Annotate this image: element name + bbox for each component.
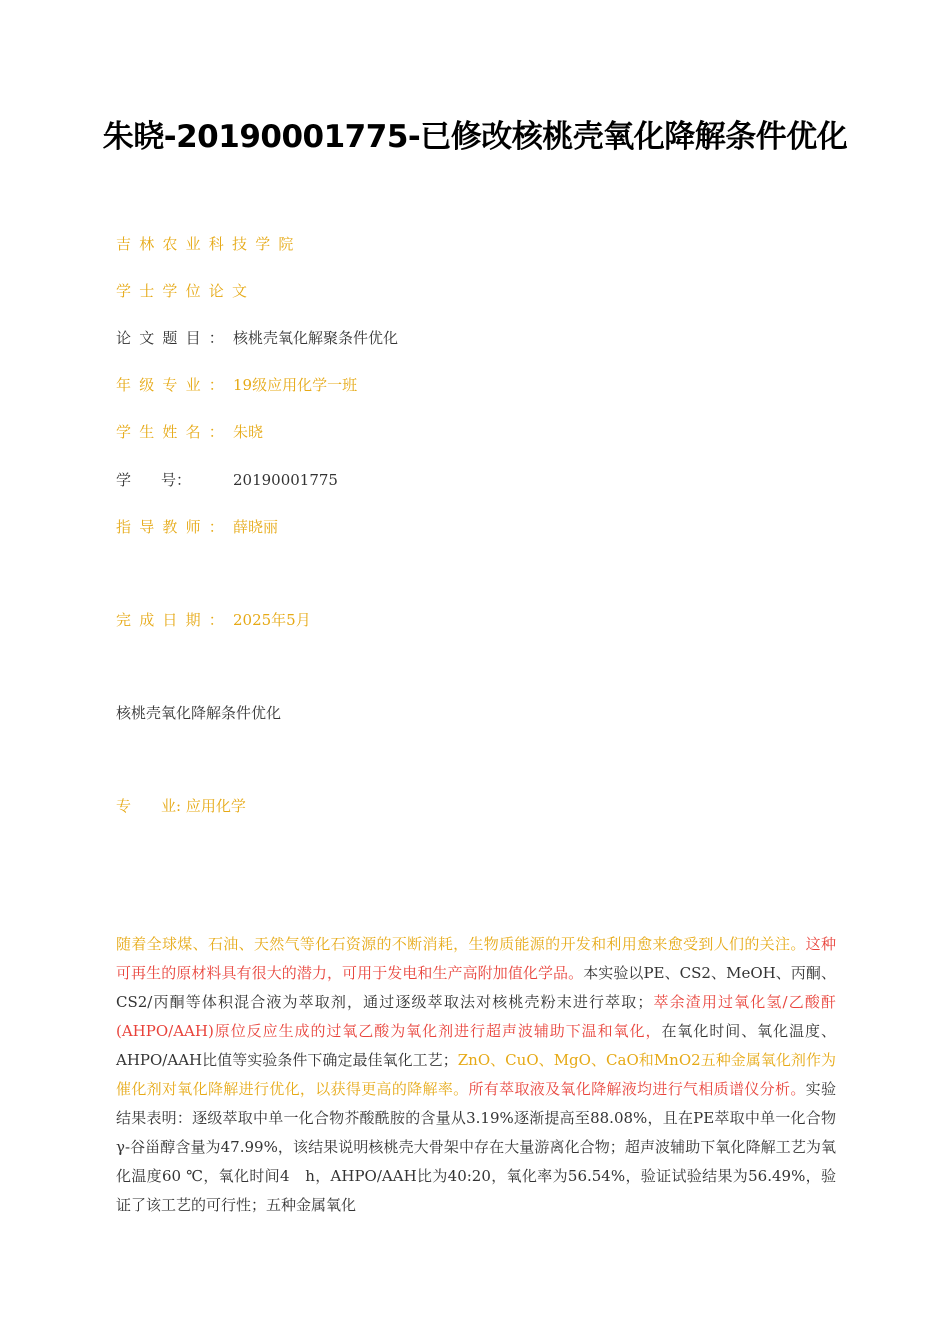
school-name: 吉林农业科技学院 <box>116 235 302 253</box>
body-heading: 核桃壳氧化降解条件优化 <box>116 704 282 722</box>
abstract-seg-5: 在氧化时间、氧化温度、AHPO/AAH比值等实验条件下确定最佳氧化工艺； <box>116 1022 836 1069</box>
date-value: 2025年5月 <box>233 611 311 629</box>
grade-major-row <box>116 375 357 395</box>
student-id-row <box>116 470 338 490</box>
abstract-seg-3: 本实验以PE、CS2、MeOH、丙酮、CS2/丙酮等体积混合液为萃取剂，通过逐级萃取法对核桃壳粉末进行萃取； <box>116 964 836 1011</box>
student-name-label: 学生姓名： <box>116 423 233 441</box>
advisor-label: 指导教师： <box>116 518 233 536</box>
abstract-seg-4: 萃余渣用过氧化氢/乙酸酐(AHPO/AAH)原位反应生成的过氧乙酸为氧化剂进行超声波辅助下温和氧化， <box>116 993 836 1040</box>
student-id-value: 20190001775 <box>233 471 338 489</box>
grade-major-label: 年级专业： <box>116 376 233 394</box>
student-id-label: 学 号： <box>116 471 192 489</box>
date-row <box>116 610 311 630</box>
thesis-title-row <box>116 328 398 348</box>
advisor-row <box>116 517 278 537</box>
student-name-row <box>116 422 263 442</box>
advisor-value: 薛晓丽 <box>233 518 279 536</box>
major-label: 专 业: <box>116 797 182 815</box>
date-label: 完成日期： <box>116 611 233 629</box>
abstract-seg-1: 随着全球煤、石油、天然气等化石资源的不断消耗，生物质能源的开发和利用愈来愈受到人们的关注。 <box>116 935 806 953</box>
document-title: 朱晓-20190001775-已修改核桃壳氧化降解条件优化 <box>102 119 848 155</box>
abstract-paragraph <box>116 930 836 1220</box>
thesis-title-label: 论文题目： <box>116 329 233 347</box>
abstract-seg-2: 这种可再生的原材料具有很大的潜力，可用于发电和生产高附加值化学品。 <box>116 935 836 982</box>
grade-major-value: 19级应用化学一班 <box>233 376 358 394</box>
student-name-value: 朱晓 <box>233 423 264 441</box>
major-row <box>116 796 246 816</box>
major-value: 应用化学 <box>185 797 246 815</box>
abstract-seg-6: ZnO、CuO、MgO、CaO和MnO2五种金属氧化剂作为催化剂对氧化降解进行优化，以获得更高的降解率。 <box>116 1051 837 1098</box>
degree-type: 学士学位论文 <box>116 282 256 300</box>
thesis-title-value: 核桃壳氧化解聚条件优化 <box>233 329 399 347</box>
abstract-seg-8: 实验结果表明：逐级萃取中单一化合物芥酸酰胺的含量从3.19%逐渐提高至88.08%，且在PE萃取中单一化合物γ-谷甾醇含量为47.99%，该结果说明核桃壳大骨架中存在大量游离化合物；超声波辅助下氧化降解工艺为氧化温度60 ℃，氧化时间4 h，AHPO/AAH比为40:20，氧化率为56.54%，验证试验结果为56.49%，验证了该工艺的可行性；五种金属氧化 <box>116 1080 836 1214</box>
abstract-seg-7: 所有萃取液及氧化降解液均进行气相质谱仪分析。 <box>468 1080 806 1098</box>
